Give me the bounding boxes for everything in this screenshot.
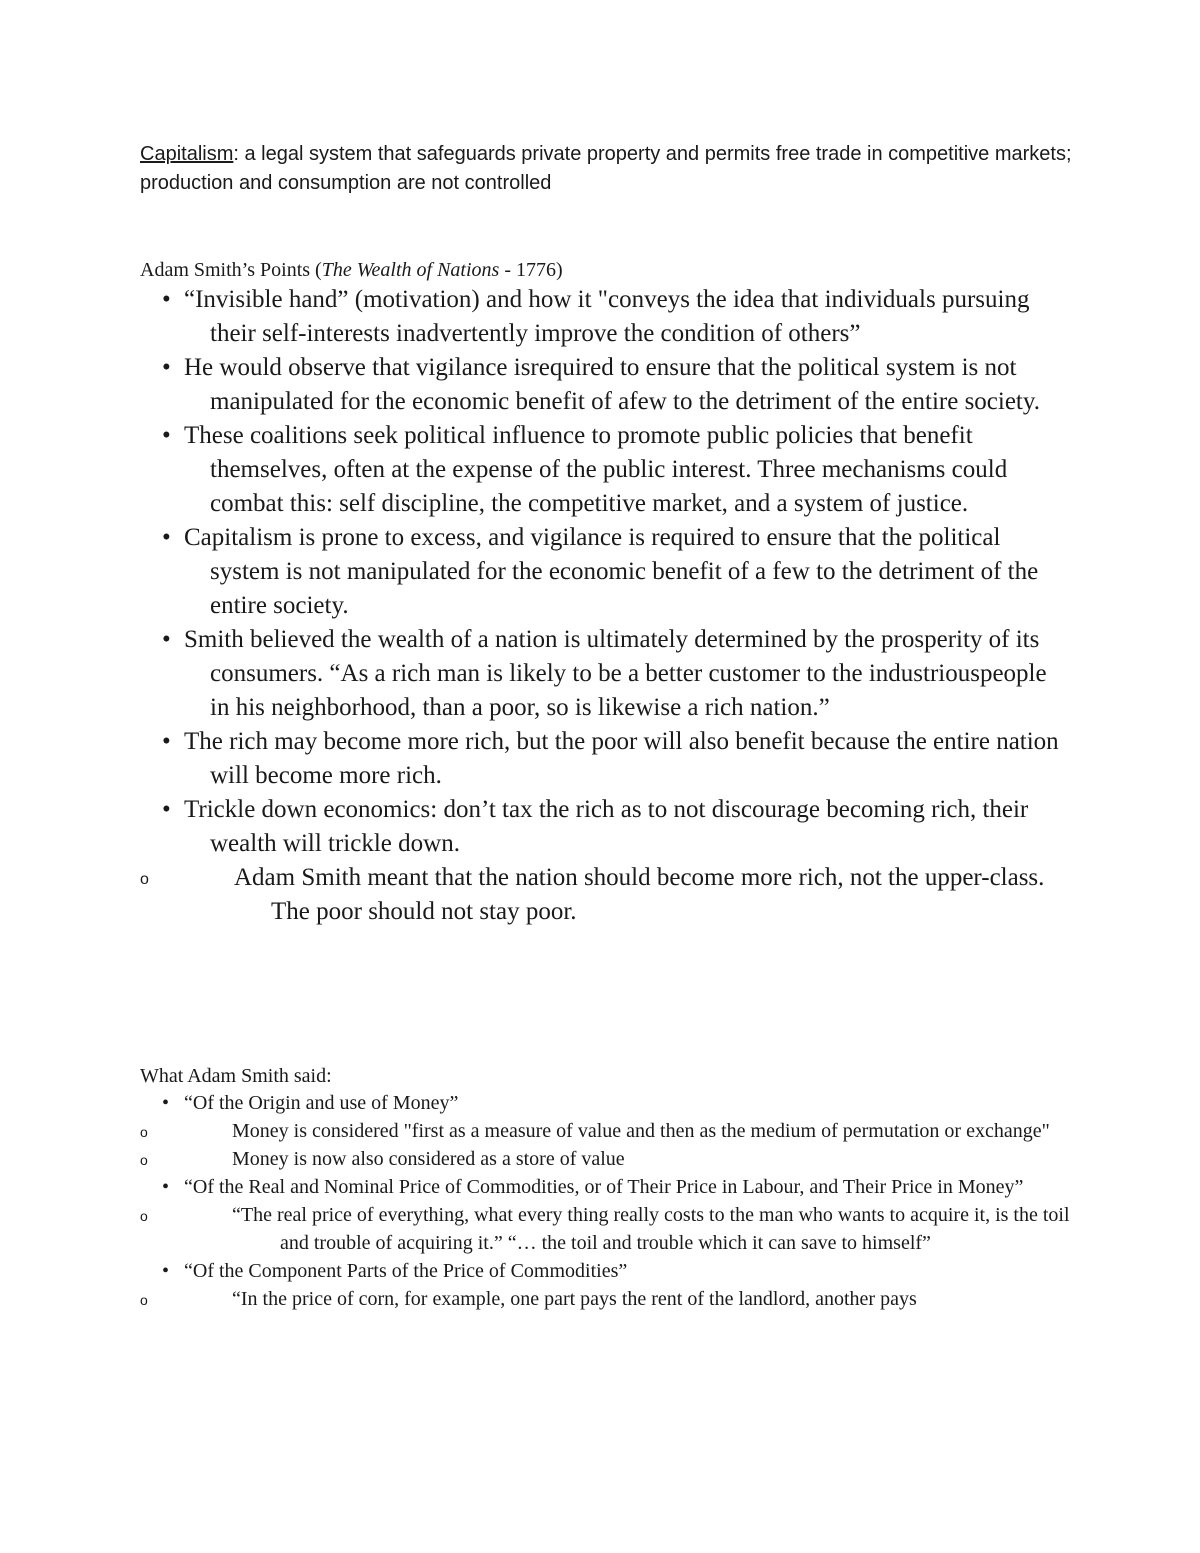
list-item [140, 283, 1070, 351]
bullet-marker: • [162, 422, 171, 449]
heading-prefix: Adam Smith’s Points ( [140, 259, 322, 281]
list-item-text: These coalitions seek political influence to promote public policies that benefit themselves, often at the expense of the public interest. Three mechanisms could combat this: self discipline, the competitive market, and a system of justice. [184, 422, 1008, 517]
adam-smith-quotes-list [140, 1089, 1070, 1313]
list-item [140, 521, 1070, 623]
list-item [140, 1257, 1070, 1285]
book-title: The Wealth of Nations [321, 259, 500, 281]
bullet-marker: • [162, 524, 171, 551]
sub-list-item [140, 1285, 1070, 1313]
section-heading-what-adam-smith-said: What Adam Smith said: [140, 1065, 332, 1087]
bullet-marker: • [162, 286, 171, 313]
list-item [140, 623, 1070, 725]
list-item-text: “Of the Origin and use of Money” [184, 1092, 459, 1114]
bullet-marker: • [162, 796, 171, 823]
heading-suffix: - 1776) [499, 259, 563, 281]
bullet-marker: • [162, 354, 171, 381]
section-heading-adam-smith-points [140, 256, 563, 284]
sub-bullet-marker: o [140, 871, 149, 888]
capitalism-definition [140, 140, 1080, 198]
bullet-marker: • [162, 1092, 170, 1114]
list-item-text: He would observe that vigilance isrequired to ensure that the political system is not manipulated for the economic benefit of afew to the detriment of the entire society. [184, 354, 1041, 415]
list-item-text: The rich may become more rich, but the poor will also benefit because the entire nation will become more rich. [184, 728, 1059, 789]
list-item-text: “Of the Component Parts of the Price of Commodities” [184, 1260, 628, 1282]
sub-list-item-text: Money is considered "first as a measure of value and then as the medium of permutation or exchange" [232, 1120, 1050, 1142]
list-item-text: Smith believed the wealth of a nation is ultimately determined by the prosperity of its consumers. “As a rich man is likely to be a better customer to the industriouspeople in his neighborhood, than a poor, so is likewise a rich nation.” [184, 626, 1047, 721]
list-item [140, 793, 1070, 861]
bullet-marker: • [162, 626, 171, 653]
sub-list-item-text: “In the price of corn, for example, one part pays the rent of the landlord, another pays [232, 1288, 917, 1310]
sub-list-item [140, 1145, 1070, 1173]
sub-list-item-text: Adam Smith meant that the nation should become more rich, not the upper-class. The poor should not stay poor. [234, 864, 1045, 925]
term-capitalism: Capitalism [140, 143, 234, 165]
list-item-text: Capitalism is prone to excess, and vigilance is required to ensure that the political system is not manipulated for the economic benefit of a few to the detriment of the entire society. [184, 524, 1039, 619]
sub-bullet-marker: o [140, 1208, 148, 1224]
list-item-text: “Invisible hand” (motivation) and how it "conveys the idea that individuals pursuing their self-interests inadvertently improve the condition of others” [184, 286, 1030, 347]
sub-bullet-marker: o [140, 1292, 148, 1308]
bullet-marker: • [162, 1176, 170, 1198]
definition-text: : a legal system that safeguards private property and permits free trade in competitive markets; production and consumption are not controlled [140, 143, 1072, 194]
bullet-marker: • [162, 1260, 170, 1282]
list-item-text: Trickle down economics: don’t tax the rich as to not discourage becoming rich, their wealth will trickle down. [184, 796, 1029, 857]
sub-list-item [140, 1201, 1070, 1257]
bullet-marker: • [162, 728, 171, 755]
list-item [140, 1089, 1070, 1117]
sub-list-item [140, 1117, 1070, 1145]
list-item-text: “Of the Real and Nominal Price of Commodities, or of Their Price in Labour, and Their Price in Money” [184, 1176, 1024, 1198]
list-item [140, 1173, 1070, 1201]
sub-bullet-marker: o [140, 1124, 148, 1140]
list-item [140, 725, 1070, 793]
sub-list-item-text: Money is now also considered as a store of value [232, 1148, 625, 1170]
sub-list-item [140, 861, 1070, 929]
sub-list-item-text: “The real price of everything, what every thing really costs to the man who wants to acquire it, is the toil and trouble of acquiring it.” “… the toil and trouble which it can save to himself” [232, 1204, 1070, 1254]
adam-smith-points-list [140, 283, 1070, 929]
list-item [140, 351, 1070, 419]
sub-bullet-marker: o [140, 1152, 148, 1168]
list-item [140, 419, 1070, 521]
